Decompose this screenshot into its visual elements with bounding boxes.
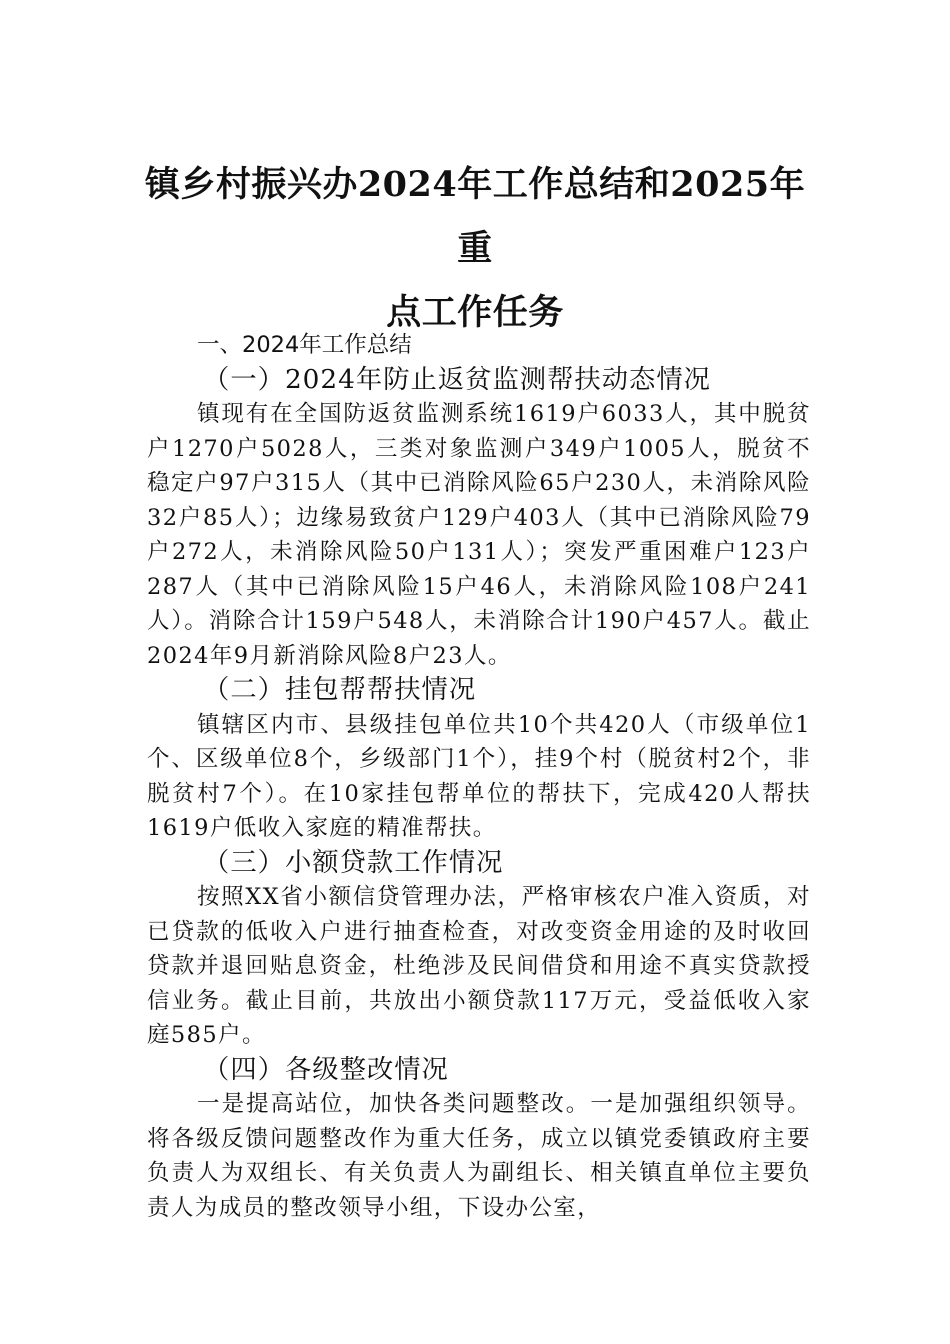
subsection-heading-2: （二）挂包帮帮扶情况 bbox=[203, 675, 477, 705]
title-line-1: 镇乡村振兴办2024年工作总结和2025年重 bbox=[144, 164, 806, 269]
document-body bbox=[147, 328, 811, 1225]
paragraph-3: 按照XX省小额信贷管理办法，严格审核农户准入资质，对已贷款的低收入户进行抽查检查，对改变资金用途的及时收回贷款并退回贴息资金，杜绝涉及民间借贷和用途不真实贷款授信业务。截止目前，共放出小额贷款117万元，受益低收入家庭585户。 bbox=[147, 884, 811, 1048]
subsection-heading-4: （四）各级整改情况 bbox=[203, 1054, 449, 1085]
paragraph-4: 一是提高站位，加快各类问题整改。一是加强组织领导。将各级反馈问题整改作为重大任务，成立以镇党委镇政府主要负责人为双组长、有关负责人为副组长、相关镇直单位主要负责人为成员的整改领导小组，下设办公室， bbox=[147, 1091, 811, 1221]
section-heading: 一、2024年工作总结 bbox=[197, 332, 412, 358]
paragraph-1: 镇现有在全国防返贫监测系统1619户6033人，其中脱贫户1270户5028人，三类对象监测户349户1005人，脱贫不稳定户97户315人（其中已消除风险65户230人，未消除风险32户85人）；边缘易致贫户129户403人（其中已消除风险79户272人，未消除风险50户131人）；突发严重困难户123户287人（其中已消除风险15户46人，未消除风险108户241人）。消除合计159户548人，未消除合计190户457人。截止2024年9月新消除风险8户23人。 bbox=[147, 401, 811, 669]
document-title bbox=[140, 153, 810, 345]
subsection-heading-3: （三）小额贷款工作情况 bbox=[203, 847, 504, 878]
title-line-2: 点工作任务 bbox=[386, 292, 564, 333]
subsection-heading-1: （一）2024年防止返贫监测帮扶动态情况 bbox=[203, 364, 711, 395]
paragraph-2: 镇辖区内市、县级挂包单位共10个共420人（市级单位1个、区级单位8个，乡级部门1个），挂9个村（脱贫村2个，非脱贫村7个）。在10家挂包帮单位的帮扶下，完成420人帮扶1619户低收入家庭的精准帮扶。 bbox=[147, 711, 811, 841]
